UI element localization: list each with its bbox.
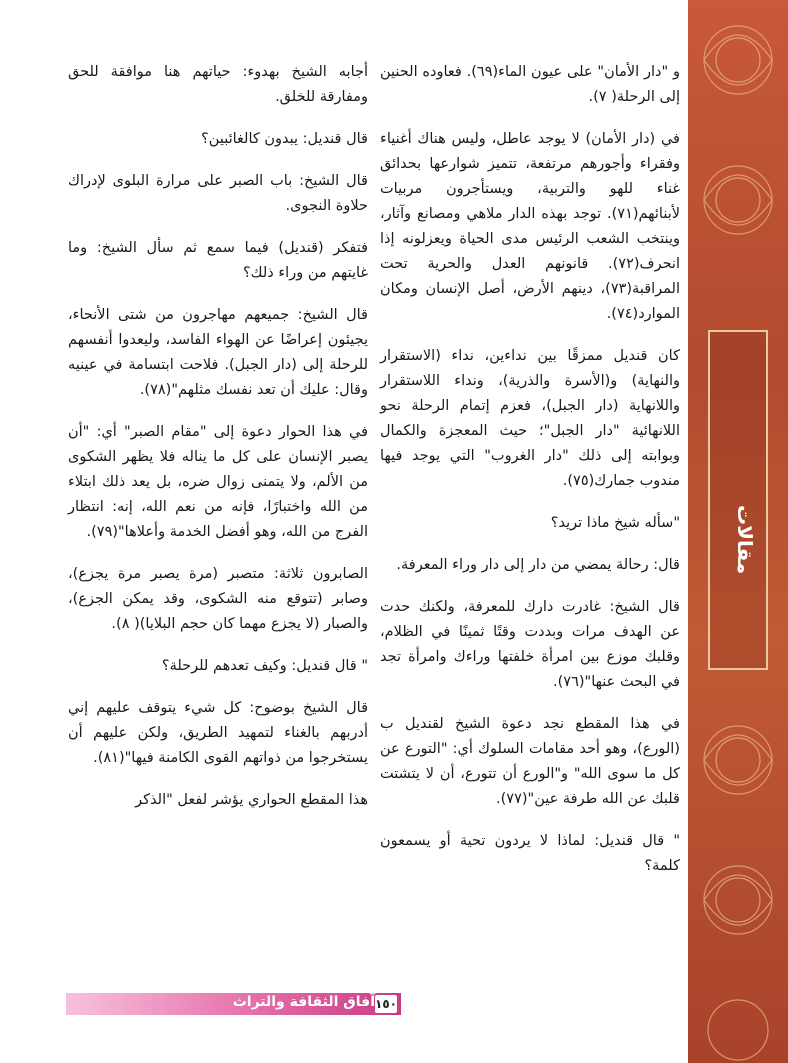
journal-title: آفاق الثقافة والتراث bbox=[232, 994, 375, 1010]
paragraph: " قال قنديل: وكيف تعدهم للرحلة؟ bbox=[161, 658, 368, 674]
paragraph: في هذا الحوار دعوة إلى "مقام الصبر" أي: "أن يصبر الإنسان على كل ما يناله فلا يظهر الشكوى من الألم، ولا يتمنى زوال ضره، بل يعد ذلك ابتلاء من الله واختبارًا، فإنه من نعم الله، إنه: انتظار الفرج من الله، وهو أفضل الخدمة وأعلاها"(٧٩). bbox=[68, 424, 368, 540]
paragraph: قال الشيخ: غادرت دارك للمعرفة، ولكنك حدت عن الهدف مرات وبددت وقتًا ثمينًا في الظلام، وقلبك موزع بين امرأة خلفتها وراءك وامرأة تجد في البحث عنها"(٧٦). bbox=[380, 599, 680, 690]
paragraph: قال الشيخ بوضوح: كل شيء يتوقف عليهم إني أدربهم بالغناء لتمهيد الطريق، ولكن عليهم أن يستخرجوا من ذواتهم القوى الكامنة فيها"(٨١). bbox=[68, 700, 368, 766]
paragraph: فتفكر (قنديل) فيما سمع ثم سأل الشيخ: وما غايتهم من وراء ذلك؟ bbox=[68, 240, 368, 281]
section-label: مقالات bbox=[733, 505, 757, 575]
page-number: ١٥٠ bbox=[375, 997, 397, 1011]
paragraph: كان قنديل ممزقًا بين نداءين، نداء (الاستقرار والنهاية) و(الأسرة والذرية)، ونداء اللاستقرار واللانهاية (دار الجبل)، فعزم إتمام الرحلة نحو اللانهائية "دار الجبل"؛ حيث المعجزة والكمال وبوابته إلى ذلك "دار الغروب" التي يوجد فيها مندوب جمارك(٧٥). bbox=[380, 348, 680, 489]
paragraph: " قال قنديل: لماذا لا يردون تحية أو يسمعون كلمة؟ bbox=[380, 833, 680, 874]
paragraph: قال الشيخ: باب الصبر على مرارة البلوى لإدراك حلاوة النجوى. bbox=[68, 173, 368, 214]
paragraph: الصابرون ثلاثة: متصبر (مرة يصبر مرة يجزع)، وصابر (تتوقع منه الشكوى، وقد يمكن الجزع)، والصبار (لا يجزع مهما كان حجم البلايا)( ٨). bbox=[68, 566, 368, 632]
right-text-column bbox=[380, 60, 680, 896]
section-label-frame bbox=[708, 330, 768, 670]
paragraph: قال: رحالة يمضي من دار إلى دار وراء المعرفة. bbox=[396, 557, 680, 573]
paragraph: قال قنديل: يبدون كالغائبين؟ bbox=[201, 131, 368, 147]
paragraph: "سأله شيخ ماذا تريد؟ bbox=[550, 515, 680, 531]
paragraph: في هذا المقطع نجد دعوة الشيخ لقنديل ب (الورع)، وهو أحد مقامات السلوك أي: "التورع عن كل ما سوى الله" و"الورع أن تتورع، أن لا يتشتت قلبك عن الله طرفة عين"(٧٧). bbox=[380, 716, 680, 807]
paragraph: قال الشيخ: جميعهم مهاجرون من شتى الأنحاء، يجيئون إعراضًا عن الهواء الفاسد، وليعدوا أنفسهم للرحلة إلى (دار الجبل). فلاحت ابتسامة في عينيه وقال: عليك أن تعد نفسك مثلهم"(٧٨). bbox=[68, 307, 368, 398]
footer-bar bbox=[66, 993, 401, 1015]
paragraph: أجابه الشيخ بهدوء: حياتهم هنا موافقة للحق ومفارقة للخلق. bbox=[68, 64, 368, 105]
paragraph: في (دار الأمان) لا يوجد عاطل، وليس هناك أغنياء وفقراء وأجورهم مرتفعة، تتميز شوارعها بحدائق غناء للهو والتربية، ويستأجرون مربيات لأبنائهم(٧١). توجد بهذه الدار ملاهي ومصانع وآثار، وينتخب الشعب الرئيس مدى الحياة ويعزلونه إذا انحرف(٧٢). قانونهم العدل والحرية تحت المراقبة(٧٣)، دينهم الأرض، أصل الإنسان ومكان الموارد(٧٤). bbox=[380, 131, 680, 322]
paragraph: و "دار الأمان" على عيون الماء(٦٩). فعاوده الحنين إلى الرحلة( ٧). bbox=[380, 64, 681, 105]
left-text-column bbox=[68, 60, 368, 830]
decorative-side-strip bbox=[688, 0, 788, 1063]
paragraph: هذا المقطع الحواري يؤشر لفعل "الذكر bbox=[135, 792, 368, 808]
